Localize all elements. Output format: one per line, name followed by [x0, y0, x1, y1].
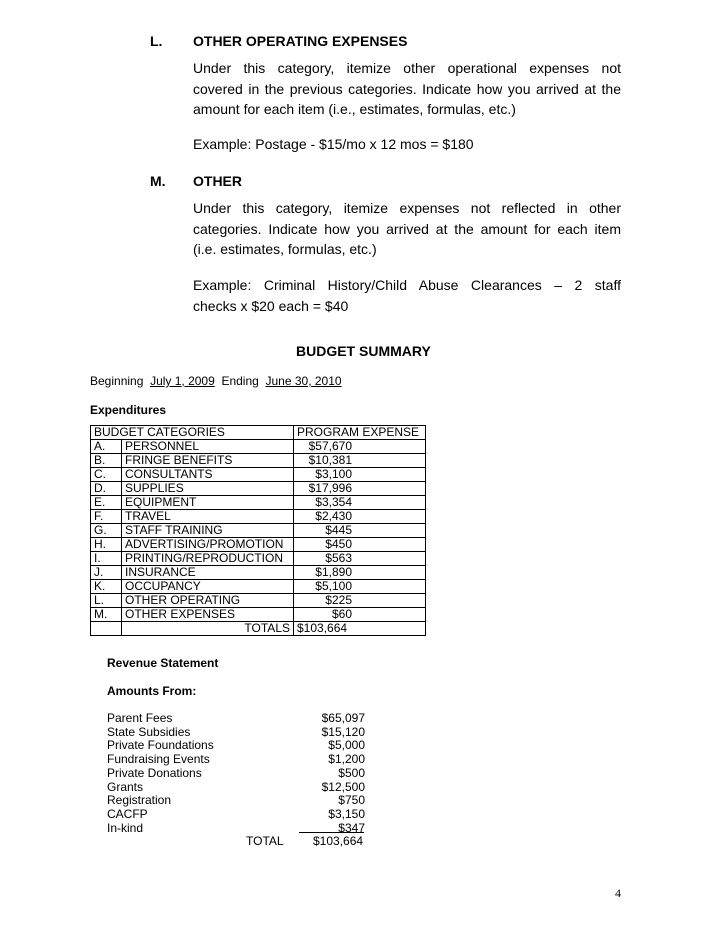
ending-label: Ending: [221, 374, 259, 388]
row-letter: J.: [91, 566, 122, 580]
total-rule: [299, 832, 364, 833]
revenue-label: In-kind: [107, 820, 144, 835]
row-amount: $450: [325, 537, 352, 551]
list-item: [107, 752, 367, 766]
revenue-label: Registration: [107, 793, 172, 808]
totals-label: TOTALS: [122, 622, 294, 636]
row-letter: B.: [91, 454, 122, 468]
section-m-line-3: (i.e. estimates, formulas, etc.): [193, 241, 377, 257]
list-item: [107, 793, 367, 807]
row-amount: $2,430: [315, 509, 352, 523]
table-row: [91, 440, 426, 454]
row-category: INSURANCE: [122, 566, 294, 580]
row-amount: $563: [325, 551, 352, 565]
row-letter: F.: [91, 510, 122, 524]
revenue-amount: $750: [338, 793, 365, 808]
row-letter: M.: [91, 608, 122, 622]
section-l-example: Example: Postage - $15/mo x 12 mos = $180: [193, 136, 474, 152]
row-letter: I.: [91, 552, 122, 566]
row-letter: D.: [91, 482, 122, 496]
revenue-label: Grants: [107, 779, 144, 794]
row-category: STAFF TRAINING: [122, 524, 294, 538]
row-category: OCCUPANCY: [122, 580, 294, 594]
section-m-letter: M.: [150, 173, 166, 189]
section-m-line-2: categories. Indicate how you arrived at the amount for each item: [193, 220, 621, 237]
revenue-amount: $15,120: [321, 724, 365, 739]
revenue-label: Private Donations: [107, 765, 202, 780]
row-category: PERSONNEL: [122, 440, 294, 454]
beginning-label: Beginning: [90, 374, 144, 388]
section-m-example: [193, 275, 621, 316]
table-row: [91, 608, 426, 622]
row-amount: $3,354: [315, 495, 352, 509]
row-letter: K.: [91, 580, 122, 594]
expenditures-heading: Expenditures: [90, 403, 167, 417]
list-item: [107, 780, 367, 794]
table-row: [91, 468, 426, 482]
table-row: [91, 566, 426, 580]
revenue-label: Private Foundations: [107, 738, 214, 753]
table-row: [91, 594, 426, 608]
section-m-example-line-2: checks x $20 each = $40: [193, 297, 349, 314]
revenue-heading: Revenue Statement: [107, 656, 219, 670]
row-category: TRAVEL: [122, 510, 294, 524]
revenue-amount: $12,500: [321, 779, 365, 794]
section-l-title: OTHER OPERATING EXPENSES: [193, 33, 408, 49]
section-l-letter: L.: [150, 33, 163, 49]
section-m-line-1: Under this category, itemize expenses not reflected in other: [193, 200, 621, 216]
table-row: [91, 580, 426, 594]
list-item: [107, 738, 367, 752]
table-row: [91, 510, 426, 524]
budget-summary-title: BUDGET SUMMARY: [296, 343, 431, 359]
row-letter: H.: [91, 538, 122, 552]
budget-table-header: [91, 426, 426, 440]
row-letter: A.: [91, 440, 122, 454]
section-l-description: [193, 58, 621, 120]
section-m-example-line-1: Example: Criminal History/Child Abuse Clearances – 2 staff: [193, 277, 621, 293]
revenue-amount: $5,000: [328, 738, 365, 753]
beginning-date: July 1, 2009: [150, 374, 215, 388]
row-category: SUPPLIES: [122, 482, 294, 496]
row-category: CONSULTANTS: [122, 468, 294, 482]
revenue-amount: $347: [338, 820, 365, 835]
list-item: [107, 725, 367, 739]
table-row: [91, 454, 426, 468]
revenue-amount: $1,200: [328, 752, 365, 767]
section-l-line-2: covered in the previous categories. Indicate how you arrived at the: [193, 80, 621, 97]
budget-period: [90, 374, 342, 388]
revenue-label: Parent Fees: [107, 711, 173, 725]
totals-amount: $103,664: [294, 622, 426, 636]
table-row: [91, 496, 426, 510]
row-amount: $225: [325, 593, 352, 607]
revenue-total-label: TOTAL: [246, 834, 284, 848]
row-amount: $60: [331, 607, 352, 621]
row-category: PRINTING/REPRODUCTION: [122, 552, 294, 566]
revenue-label: State Subsidies: [107, 724, 191, 739]
revenue-label: CACFP: [107, 806, 148, 821]
page-number: 4: [615, 886, 621, 900]
revenue-amount: $500: [338, 765, 365, 780]
list-item: [107, 766, 367, 780]
table-row: [91, 538, 426, 552]
section-l-line-3: amount for each item (i.e., estimates, formulas, etc.): [193, 101, 516, 117]
ending-date: June 30, 2010: [265, 374, 342, 388]
row-amount: $57,670: [308, 439, 352, 453]
row-amount: $1,890: [315, 565, 352, 579]
row-amount: $10,381: [308, 453, 352, 467]
row-category: FRINGE BENEFITS: [122, 454, 294, 468]
row-category: EQUIPMENT: [122, 496, 294, 510]
table-row: [91, 482, 426, 496]
revenue-total-amount: $103,664: [313, 834, 364, 848]
row-letter: L.: [91, 594, 122, 608]
revenue-amount: $3,150: [328, 806, 365, 821]
row-letter: G.: [91, 524, 122, 538]
revenue-label: Fundraising Events: [107, 752, 210, 767]
header-program-expense: PROGRAM EXPENSE: [294, 426, 426, 440]
row-category: ADVERTISING/PROMOTION: [122, 538, 294, 552]
budget-table: [90, 425, 426, 636]
row-amount: $5,100: [315, 579, 352, 593]
section-m-description: [193, 198, 621, 260]
table-row: [91, 524, 426, 538]
list-item: [107, 711, 367, 725]
revenue-amount: $65,097: [321, 711, 365, 725]
section-l-line-1: Under this category, itemize other operational expenses not: [193, 60, 621, 76]
row-category: OTHER EXPENSES: [122, 608, 294, 622]
row-amount: $445: [325, 523, 352, 537]
row-letter: C.: [91, 468, 122, 482]
row-amount: $17,996: [308, 481, 352, 495]
row-category: OTHER OPERATING: [122, 594, 294, 608]
amounts-from-heading: Amounts From:: [107, 684, 197, 698]
list-item: [107, 807, 367, 821]
header-budget-categories: BUDGET CATEGORIES: [91, 426, 294, 440]
row-letter: E.: [91, 496, 122, 510]
section-m-title: OTHER: [193, 173, 242, 189]
table-row: [91, 552, 426, 566]
row-amount: $3,100: [315, 467, 352, 481]
budget-totals-row: [91, 622, 426, 636]
